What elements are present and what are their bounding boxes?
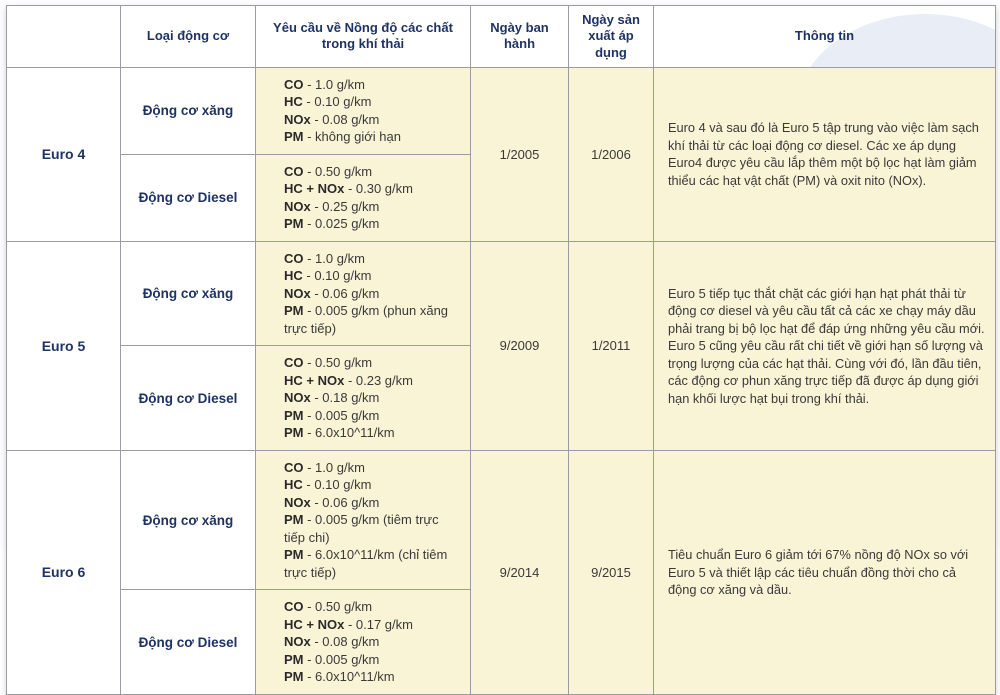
emission-line: NOx - 0.06 g/km — [284, 285, 380, 301]
table-header-row — [7, 6, 996, 68]
euro4-production-date-cell: 1/2006 — [569, 67, 654, 241]
emission-line: HC + NOx - 0.30 g/km — [284, 181, 413, 197]
emission-line: NOx - 0.25 g/km — [284, 198, 380, 214]
emission-line: CO - 1.0 g/km — [284, 76, 365, 92]
header-issue-date-label: Ngày ban hành — [490, 20, 549, 52]
euro5-gasoline-emissions-cell — [256, 241, 471, 346]
emission-line: HC - 0.10 g/km — [284, 477, 372, 493]
emission-line: HC + NOx - 0.17 g/km — [284, 616, 413, 632]
emission-line: CO - 0.50 g/km — [284, 163, 373, 179]
table-row — [7, 241, 996, 346]
euro4-name-cell: Euro 4 — [7, 67, 121, 241]
euro6-name-cell: Euro 6 — [7, 450, 121, 694]
euro4-gasoline-engine-cell: Động cơ xăng — [121, 67, 256, 154]
emission-line: CO - 0.50 g/km — [284, 599, 373, 615]
emission-line: PM - 6.0x10^11/km (chỉ tiêm trực tiếp) — [284, 547, 448, 580]
header-empty — [7, 6, 121, 68]
emission-line: NOx - 0.18 g/km — [284, 390, 380, 406]
euro6-production-date-cell: 9/2015 — [569, 450, 654, 694]
euro5-diesel-engine-cell: Động cơ Diesel — [121, 346, 256, 451]
euro6-diesel-emissions-cell — [256, 590, 471, 695]
table-row — [7, 67, 996, 154]
header-production-date-label: Ngày sản xuất áp dụng — [582, 12, 640, 60]
header-issue-date — [471, 6, 569, 68]
emission-line: NOx - 0.08 g/km — [284, 634, 380, 650]
euro6-info-cell: Tiêu chuẩn Euro 6 giảm tới 67% nồng độ NOx so với Euro 5 và thiết lập các tiêu chuẩn đồng thời cho cả động cơ xăng và dầu. — [654, 450, 996, 694]
euro4-gasoline-emissions-cell — [256, 67, 471, 154]
header-emission-requirements — [256, 6, 471, 68]
euro6-diesel-engine-cell: Động cơ Diesel — [121, 590, 256, 695]
emission-line: CO - 1.0 g/km — [284, 250, 365, 266]
euro5-name-cell: Euro 5 — [7, 241, 121, 450]
euro5-info-cell: Euro 5 tiếp tục thắt chặt các giới hạn hạt phát thải từ động cơ diesel và yêu cầu tất cả các xe chạy máy dầu phải trang bị bộ lọc hạt để đáp ứng những yêu cầu mới. Euro 5 cũng yêu cầu rất chi tiết về giới hạn số lượng và trọng lượng của các hạt thải. Cùng với đó, lần đầu tiên, các động cơ phun xăng trực tiếp đã được áp dụng giới hạn khối lược hạt bụi trong khí thải. — [654, 241, 996, 450]
emission-line: CO - 1.0 g/km — [284, 459, 365, 475]
emission-line: PM - 0.005 g/km (phun xăng trực tiếp) — [284, 303, 449, 336]
header-engine-type — [121, 6, 256, 68]
emission-line: NOx - 0.08 g/km — [284, 111, 380, 127]
header-engine-type-label: Loại động cơ — [146, 28, 230, 44]
euro5-gasoline-engine-cell: Động cơ xăng — [121, 241, 256, 346]
emission-line: NOx - 0.06 g/km — [284, 494, 380, 510]
euro4-issue-date-cell: 1/2005 — [471, 67, 569, 241]
emission-line: HC + NOx - 0.23 g/km — [284, 372, 413, 388]
emission-line: PM - 0.025 g/km — [284, 216, 380, 232]
euro5-production-date-cell: 1/2011 — [569, 241, 654, 450]
header-production-date — [569, 6, 654, 68]
euro5-issue-date-cell: 9/2009 — [471, 241, 569, 450]
euro4-info-cell: Euro 4 và sau đó là Euro 5 tập trung vào việc làm sạch khí thải từ các loại động cơ diesel. Các xe áp dụng Euro4 được yêu cầu lắp thêm một bộ lọc hạt làm giảm thiểu các hạt vật chất (PM) và oxit nito (NOx). — [654, 67, 996, 241]
emission-line: PM - 6.0x10^11/km — [284, 425, 395, 441]
euro4-diesel-emissions-cell — [256, 154, 471, 241]
emission-line: HC - 0.10 g/km — [284, 268, 372, 284]
emission-line: PM - 0.005 g/km — [284, 407, 380, 423]
header-emission-requirements-label: Yêu cầu về Nồng độ các chất trong khí thải — [273, 20, 453, 52]
emission-line: PM - không giới hạn — [284, 129, 401, 145]
euro6-issue-date-cell: 9/2014 — [471, 450, 569, 694]
euro-standards-table — [6, 5, 996, 695]
euro6-gasoline-emissions-cell — [256, 450, 471, 590]
euro6-gasoline-engine-cell: Động cơ xăng — [121, 450, 256, 590]
emission-line: PM - 6.0x10^11/km — [284, 669, 395, 685]
header-info — [654, 6, 996, 68]
emission-line: CO - 0.50 g/km — [284, 355, 373, 371]
table-row — [7, 450, 996, 590]
header-info-label: Thông tin — [794, 28, 855, 44]
euro5-diesel-emissions-cell — [256, 346, 471, 451]
emission-line: HC - 0.10 g/km — [284, 94, 372, 110]
euro4-diesel-engine-cell: Động cơ Diesel — [121, 154, 256, 241]
emission-line: PM - 0.005 g/km — [284, 651, 380, 667]
emission-line: PM - 0.005 g/km (tiêm trực tiếp chi) — [284, 512, 439, 545]
